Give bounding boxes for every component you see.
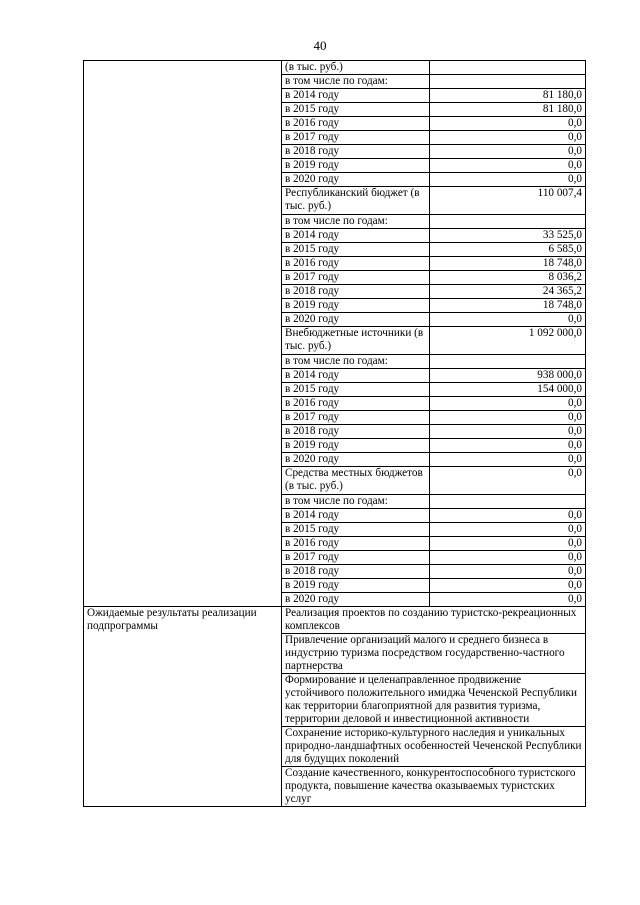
funding-label: в 2017 году bbox=[282, 131, 430, 145]
funding-value bbox=[430, 355, 586, 369]
results-label: Ожидаемые результаты реализации подпрограммы bbox=[84, 607, 282, 807]
page-number: 40 bbox=[313, 38, 327, 53]
funding-label: в 2016 году bbox=[282, 537, 430, 551]
funding-label: в 2016 году bbox=[282, 117, 430, 131]
funding-label: в 2016 году bbox=[282, 397, 430, 411]
funding-value: 0,0 bbox=[430, 467, 586, 495]
funding-label: в 2015 году bbox=[282, 103, 430, 117]
result-item: Создание качественного, конкурентоспособного туристского продукта, повышение качества оказываемых туристских услуг bbox=[282, 767, 586, 807]
funding-label: в 2018 году bbox=[282, 145, 430, 159]
funding-label: в 2020 году bbox=[282, 313, 430, 327]
funding-value: 0,0 bbox=[430, 593, 586, 607]
funding-value: 6 585,0 bbox=[430, 243, 586, 257]
funding-label: в 2017 году bbox=[282, 551, 430, 565]
funding-value: 0,0 bbox=[430, 117, 586, 131]
funding-label: в том числе по годам: bbox=[282, 355, 430, 369]
funding-label: в том числе по годам: bbox=[282, 75, 430, 89]
funding-label: в 2015 году bbox=[282, 523, 430, 537]
funding-label: в 2020 году bbox=[282, 453, 430, 467]
funding-value bbox=[430, 61, 586, 75]
result-item: Привлечение организаций малого и среднего бизнеса в индустрию туризма посредством государственно-частного партнерства bbox=[282, 634, 586, 674]
funding-value bbox=[430, 75, 586, 89]
funding-label: в 2015 году bbox=[282, 383, 430, 397]
funding-value: 18 748,0 bbox=[430, 299, 586, 313]
result-item: Сохранение историко-культурного наследия и уникальных природно-ландшафтных особенностей Чеченской Республики для будущих поколений bbox=[282, 727, 586, 767]
funding-value bbox=[430, 495, 586, 509]
funding-value: 1 092 000,0 bbox=[430, 327, 586, 355]
funding-value: 0,0 bbox=[430, 159, 586, 173]
funding-value: 0,0 bbox=[430, 579, 586, 593]
funding-label: в 2019 году bbox=[282, 439, 430, 453]
funding-value: 8 036,2 bbox=[430, 271, 586, 285]
funding-value: 0,0 bbox=[430, 551, 586, 565]
funding-value: 0,0 bbox=[430, 439, 586, 453]
result-item: Формирование и целенаправленное продвижение устойчивого положительного имиджа Чеченской Республики как территории благоприятной для развития туризма, территории деловой и инвестиционной активности bbox=[282, 674, 586, 727]
funding-value: 81 180,0 bbox=[430, 89, 586, 103]
funding-value: 24 365,2 bbox=[430, 285, 586, 299]
funding-value: 110 007,4 bbox=[430, 187, 586, 215]
funding-value: 0,0 bbox=[430, 397, 586, 411]
funding-label: в том числе по годам: bbox=[282, 215, 430, 229]
funding-label: в 2014 году bbox=[282, 89, 430, 103]
funding-label: в 2018 году bbox=[282, 565, 430, 579]
funding-label: в 2020 году bbox=[282, 173, 430, 187]
funding-value: 18 748,0 bbox=[430, 257, 586, 271]
funding-label: Внебюджетные источники (в тыс. руб.) bbox=[282, 327, 430, 355]
funding-label: в 2017 году bbox=[282, 411, 430, 425]
funding-value: 938 000,0 bbox=[430, 369, 586, 383]
funding-value: 0,0 bbox=[430, 425, 586, 439]
funding-value: 0,0 bbox=[430, 565, 586, 579]
funding-label: Средства местных бюджетов (в тыс. руб.) bbox=[282, 467, 430, 495]
funding-empty-cell bbox=[84, 61, 282, 607]
funding-label: в 2019 году bbox=[282, 159, 430, 173]
funding-label: в 2014 году bbox=[282, 369, 430, 383]
funding-label: в 2014 году bbox=[282, 509, 430, 523]
funding-label: в 2018 году bbox=[282, 285, 430, 299]
funding-value: 0,0 bbox=[430, 523, 586, 537]
funding-value: 0,0 bbox=[430, 453, 586, 467]
funding-value bbox=[430, 215, 586, 229]
funding-label: в том числе по годам: bbox=[282, 495, 430, 509]
result-row bbox=[84, 607, 586, 634]
funding-value: 33 525,0 bbox=[430, 229, 586, 243]
program-table bbox=[83, 60, 586, 807]
funding-label: в 2014 году bbox=[282, 229, 430, 243]
funding-value: 154 000,0 bbox=[430, 383, 586, 397]
funding-value: 0,0 bbox=[430, 537, 586, 551]
funding-label: в 2017 году bbox=[282, 271, 430, 285]
funding-label: в 2016 году bbox=[282, 257, 430, 271]
funding-row bbox=[84, 61, 586, 75]
result-item: Реализация проектов по созданию туристско-рекреационных комплексов bbox=[282, 607, 586, 634]
funding-value: 0,0 bbox=[430, 145, 586, 159]
funding-label: в 2015 году bbox=[282, 243, 430, 257]
funding-value: 0,0 bbox=[430, 131, 586, 145]
funding-label: в 2019 году bbox=[282, 299, 430, 313]
funding-value: 0,0 bbox=[430, 411, 586, 425]
funding-value: 81 180,0 bbox=[430, 103, 586, 117]
funding-value: 0,0 bbox=[430, 313, 586, 327]
funding-value: 0,0 bbox=[430, 173, 586, 187]
funding-label: (в тыс. руб.) bbox=[282, 61, 430, 75]
funding-label: в 2018 году bbox=[282, 425, 430, 439]
funding-label: в 2020 году bbox=[282, 593, 430, 607]
funding-label: Республиканский бюджет (в тыс. руб.) bbox=[282, 187, 430, 215]
funding-label: в 2019 году bbox=[282, 579, 430, 593]
funding-value: 0,0 bbox=[430, 509, 586, 523]
